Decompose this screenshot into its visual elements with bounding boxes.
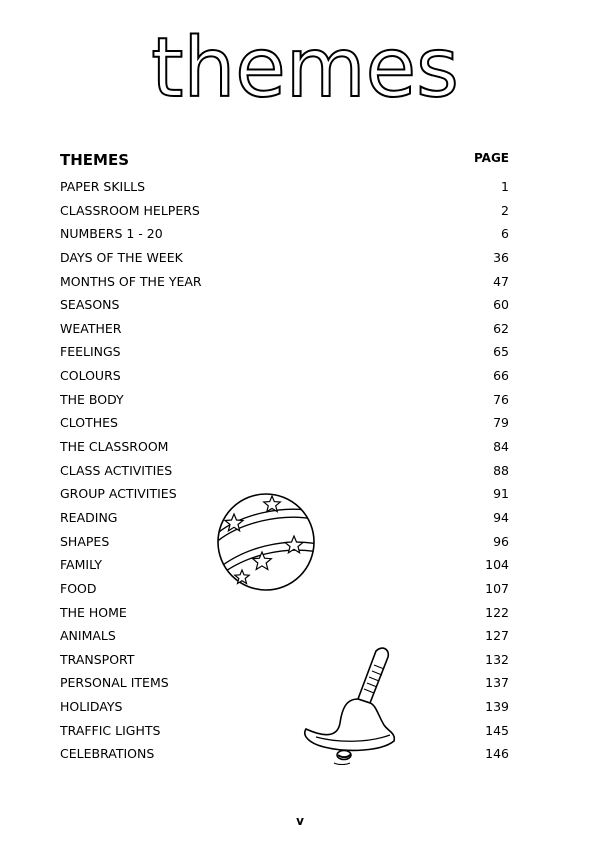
toc-entry-page: 84	[493, 439, 509, 455]
toc-entry-page: 104	[485, 557, 509, 573]
toc-entry	[60, 695, 510, 719]
toc-entry-page: 146	[485, 746, 509, 762]
toc-entry-label: MONTHS OF THE YEAR	[60, 273, 202, 289]
toc-entry-label: CLOTHES	[60, 415, 118, 431]
toc-entry-page: 96	[493, 533, 509, 549]
toc-entry-label: PERSONAL ITEMS	[60, 675, 169, 691]
toc-entry-label: ANIMALS	[60, 628, 116, 644]
toc-entry-label: COLOURS	[60, 368, 121, 384]
toc-entry-page: 36	[493, 249, 509, 265]
toc-entry-page: 139	[485, 699, 509, 715]
toc-entry-page: 47	[493, 273, 509, 289]
toc-entry-page: 1	[501, 179, 509, 194]
toc-entry-label: FEELINGS	[60, 344, 121, 360]
toc-entry	[60, 340, 510, 364]
toc-entry-label: CLASS ACTIVITIES	[60, 462, 173, 478]
toc-entry	[60, 293, 510, 317]
toc-entry-page: 127	[485, 628, 509, 644]
toc-entry-label: PAPER SKILLS	[60, 179, 146, 194]
toc-entry	[60, 222, 510, 246]
toc-entry-label: THE CLASSROOM	[60, 439, 169, 455]
toc-entry-label: CELEBRATIONS	[60, 746, 155, 762]
toc-entry	[60, 719, 510, 743]
toc-entry-label: SHAPES	[60, 533, 110, 549]
toc-entry-label: TRAFFIC LIGHTS	[60, 722, 161, 738]
toc-entry	[60, 246, 510, 270]
themes-column-header: THEMES	[60, 151, 130, 169]
page-column-header: PAGE	[473, 151, 509, 165]
toc-entry-page: 94	[493, 509, 509, 525]
toc-entry-page: 145	[485, 722, 509, 738]
page-title	[151, 21, 459, 116]
toc-entry-label: HOLIDAYS	[60, 699, 123, 715]
toc-entry	[60, 435, 510, 459]
page-number: v	[296, 814, 304, 828]
toc-entry-page: 107	[485, 580, 509, 596]
toc-entry-page: 79	[493, 415, 509, 431]
toc-entry	[60, 601, 510, 625]
star-ball-icon	[214, 492, 318, 592]
toc-entry-label: GROUP ACTIVITIES	[60, 486, 177, 502]
toc-entry	[60, 175, 510, 199]
toc-entry-label: THE BODY	[60, 391, 124, 407]
toc-entry-label: READING	[60, 509, 118, 525]
table-of-contents	[60, 175, 510, 766]
toc-entry-page: 66	[493, 368, 509, 384]
toc-entry	[60, 648, 510, 672]
toc-entry	[60, 364, 510, 388]
page-title-text: themes	[151, 21, 459, 116]
toc-entry	[60, 411, 510, 435]
toc-entry-label: WEATHER	[60, 320, 122, 336]
toc-entry-label: TRANSPORT	[60, 651, 135, 667]
toc-entry-page: 122	[485, 604, 509, 620]
toc-entry	[60, 742, 510, 766]
toc-entry-page: 137	[485, 675, 509, 691]
toc-entry-page: 91	[493, 486, 509, 502]
toc-entry-label: CLASSROOM HELPERS	[60, 202, 200, 218]
toc-entry-page: 2	[501, 202, 509, 218]
toc-entry	[60, 270, 510, 294]
toc-entry-page: 76	[493, 391, 509, 407]
toc-entry	[60, 624, 510, 648]
toc-entry-page: 132	[485, 651, 509, 667]
toc-entry-label: NUMBERS 1 - 20	[60, 226, 163, 242]
toc-entry	[60, 199, 510, 223]
toc-entry-label: SEASONS	[60, 297, 120, 313]
toc-entry-label: DAYS OF THE WEEK	[60, 249, 183, 265]
toc-entry-page: 65	[493, 344, 509, 360]
toc-entry	[60, 459, 510, 483]
toc-entry-label: THE HOME	[60, 604, 127, 620]
hand-bell-icon	[298, 643, 408, 773]
toc-entry-page: 62	[493, 320, 509, 336]
toc-entry	[60, 317, 510, 341]
toc-entry	[60, 671, 510, 695]
toc-entry-label: FOOD	[60, 580, 97, 596]
toc-entry-page: 88	[493, 462, 509, 478]
toc-entry-page: 6	[501, 226, 509, 242]
toc-entry	[60, 388, 510, 412]
toc-entry-page: 60	[493, 297, 509, 313]
toc-entry-label: FAMILY	[60, 557, 103, 573]
